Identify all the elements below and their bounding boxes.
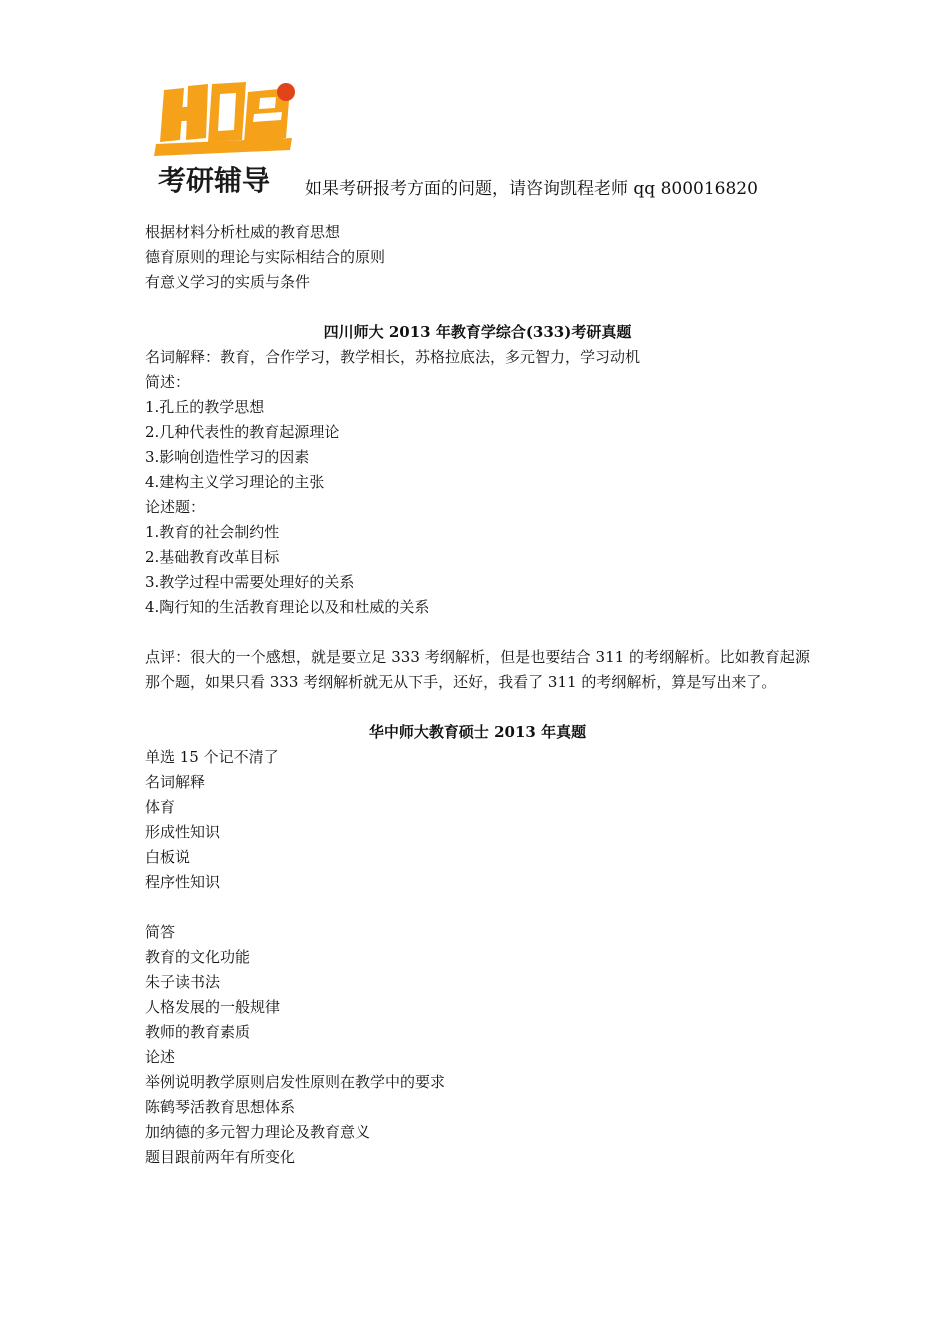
section1-comment: 点评：很大的一个感想，就是要立足 333 考纲解析，但是也要结合 311 的考纲解析。比如教育起源那个题，如果只看 333 考纲解析就无从下手，还好，我看了 311 的考纲解析，算是写出来了。 bbox=[145, 648, 810, 691]
spacer bbox=[145, 695, 810, 720]
section2-line: 名词解释 bbox=[145, 773, 206, 791]
section2-line: 题目跟前两年有所变化 bbox=[145, 1148, 296, 1166]
section1-line: 4.陶行知的生活教育理论以及和杜威的关系 bbox=[145, 598, 430, 616]
section1-line: 简述： bbox=[145, 373, 191, 391]
section2-line: 单选 15 个记不清了 bbox=[145, 748, 279, 766]
section1-line: 名词解释：教育，合作学习，教学相长，苏格拉底法，多元智力，学习动机 bbox=[145, 348, 641, 366]
intro-line: 德育原则的理论与实际相结合的原则 bbox=[145, 248, 386, 266]
section1-line: 2.几种代表性的教育起源理论 bbox=[145, 423, 340, 441]
section1-line: 3.教学过程中需要处理好的关系 bbox=[145, 573, 355, 591]
section2-line: 人格发展的一般规律 bbox=[145, 998, 281, 1016]
intro-line: 有意义学习的实质与条件 bbox=[145, 273, 311, 291]
logo-mark bbox=[154, 82, 295, 156]
section1-line: 1.孔丘的教学思想 bbox=[145, 398, 265, 416]
section1-title: 四川师大 2013 年教育学综合(333)考研真题 bbox=[323, 323, 632, 341]
document-content bbox=[145, 220, 810, 1170]
spacer bbox=[145, 895, 810, 920]
spacer bbox=[145, 295, 810, 320]
section1-line: 2.基础教育改革目标 bbox=[145, 548, 280, 566]
kaicheng-logo bbox=[150, 78, 300, 196]
spacer bbox=[145, 620, 810, 645]
intro-line: 根据材料分析杜威的教育思想 bbox=[145, 223, 341, 241]
section2-line: 白板说 bbox=[145, 848, 191, 866]
section1-line: 4.建构主义学习理论的主张 bbox=[145, 473, 325, 491]
section2-line: 程序性知识 bbox=[145, 873, 221, 891]
section2-title: 华中师大教育硕士 2013 年真题 bbox=[368, 723, 587, 741]
section2-line: 论述 bbox=[145, 1048, 176, 1066]
section2-line: 体育 bbox=[145, 798, 176, 816]
section2-line: 举例说明教学原则启发性原则在教学中的要求 bbox=[145, 1073, 446, 1091]
section1-line: 论述题： bbox=[145, 498, 206, 516]
section2-line: 加纳德的多元智力理论及教育意义 bbox=[145, 1123, 371, 1141]
section2-line: 简答 bbox=[145, 923, 176, 941]
section1-line: 1.教育的社会制约性 bbox=[145, 523, 280, 541]
logo-subtitle: 考研辅导 bbox=[158, 164, 271, 196]
section2-line: 形成性知识 bbox=[145, 823, 221, 841]
section2-line: 教育的文化功能 bbox=[145, 948, 251, 966]
header-contact-text: 如果考研报考方面的问题，请咨询凯程老师 qq 800016820 bbox=[305, 179, 758, 199]
section2-line: 朱子读书法 bbox=[145, 973, 221, 991]
section1-line: 3.影响创造性学习的因素 bbox=[145, 448, 310, 466]
section2-line: 陈鹤琴活教育思想体系 bbox=[145, 1098, 296, 1116]
section2-line: 教师的教育素质 bbox=[145, 1023, 251, 1041]
